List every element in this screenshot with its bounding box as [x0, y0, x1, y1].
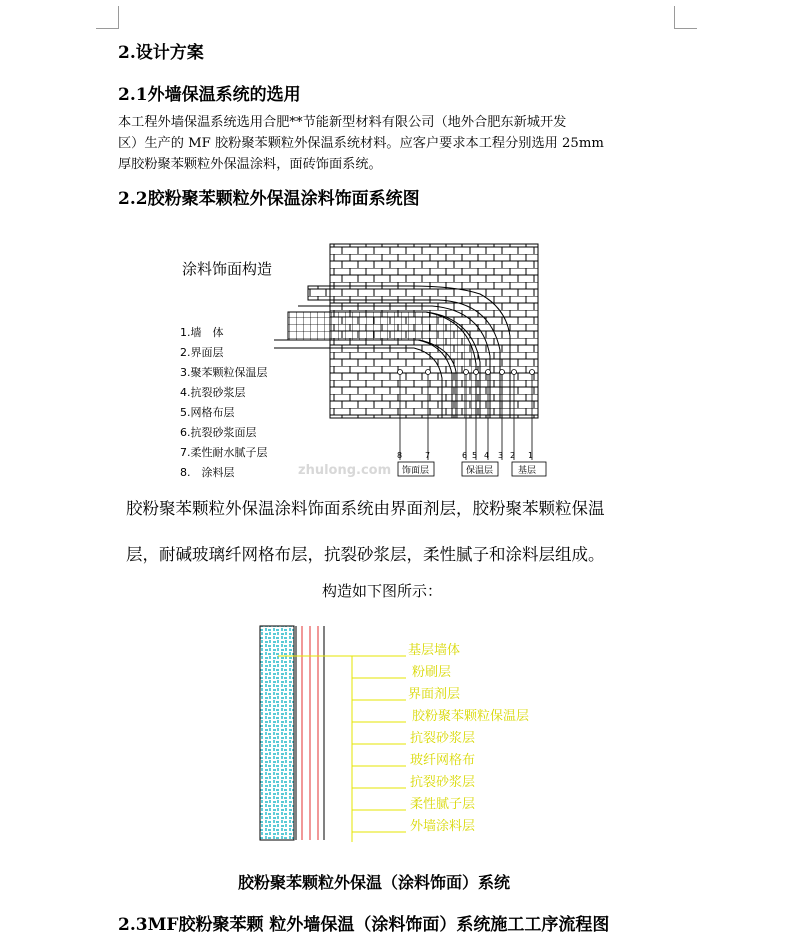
leader-ticks	[352, 656, 406, 832]
paragraph-line: 层，耐碱玻璃纤网格布层，抗裂砂浆层，柔性腻子和涂料层组成。	[126, 545, 605, 564]
subsection-heading: 2.1外墙保温系统的选用	[118, 85, 301, 105]
diagram-title: 涂料饰面构造	[182, 260, 273, 278]
paragraph-line: 本工程外墙保温系统选用合肥**节能新型材料有限公司（地外合肥东新城开发	[118, 115, 567, 130]
layer-label: 抗裂砂浆层	[410, 775, 476, 790]
diagram-legend	[180, 325, 268, 479]
legend-item: 6.抗裂砂浆面层	[180, 426, 257, 439]
layer-number: 2	[510, 451, 516, 460]
legend-item: 2.界面层	[180, 346, 224, 359]
group-label: 基层	[518, 466, 537, 476]
base-wall	[260, 626, 294, 840]
section-heading: 2.设计方案	[118, 43, 204, 63]
layer-label: 胶粉聚苯颗粒保温层	[412, 709, 530, 724]
paragraph-line: 胶粉聚苯颗粒外保温涂料饰面系统由界面剂层，胶粉聚苯颗粒保温	[126, 499, 605, 518]
subsection-heading: 2.3MF胶粉聚苯颗 粒外墙保温（涂料饰面）系统施工工序流程图	[118, 915, 610, 935]
paragraph-line: 区）生产的 MF 胶粉聚苯颗粒外保温系统材料。应客户要求本工程分别选用 25mm	[118, 136, 604, 151]
layer-labels	[408, 642, 529, 834]
layer-label: 外墙涂料层	[410, 819, 476, 834]
layer-edge	[274, 312, 288, 340]
layer-label: 抗裂砂浆层	[410, 731, 476, 746]
legend-item: 1.墙 体	[180, 326, 224, 339]
layer-structure-diagram	[252, 620, 552, 844]
layer-label: 粉刷层	[412, 665, 452, 680]
layer-numbers	[397, 451, 533, 460]
legend-item: 4.抗裂砂浆层	[180, 386, 246, 399]
legend-item: 5.网格布层	[180, 406, 235, 419]
paragraph	[118, 112, 678, 175]
subsection-heading: 2.2胶粉聚苯颗粒外保温涂料饰面系统图	[118, 189, 420, 209]
layer-label: 界面剂层	[408, 687, 461, 702]
layer-number: 5	[472, 451, 478, 460]
figure-caption: 胶粉聚苯颗粒外保温（涂料饰面）系统	[238, 873, 511, 892]
layer-number: 1	[528, 451, 534, 460]
legend-item: 7.柔性耐水腻子层	[180, 446, 268, 459]
watermark: zhulong.com	[298, 463, 392, 478]
layer-number: 6	[462, 451, 468, 460]
layer-number: 7	[425, 451, 431, 460]
figure-intro: 构造如下图所示：	[322, 582, 443, 600]
layer-label: 柔性腻子层	[410, 797, 476, 812]
page-corner-mark	[674, 6, 697, 29]
coating-structure-diagram	[170, 240, 560, 482]
paragraph	[126, 486, 686, 578]
group-label: 保温层	[466, 466, 494, 476]
paragraph-line: 厚胶粉聚苯颗粒外保温涂料，面砖饰面系统。	[118, 157, 382, 172]
layer-number: 4	[484, 451, 490, 460]
legend-item: 3.聚苯颗粒保温层	[180, 366, 268, 379]
page-corner-mark	[96, 6, 119, 29]
layer-number: 8	[397, 451, 403, 460]
layer-number: 3	[498, 451, 504, 460]
group-label: 饰面层	[402, 466, 430, 476]
legend-item: 8. 涂料层	[180, 466, 235, 479]
group-labels	[402, 464, 536, 476]
layer-label: 玻纤网格布	[410, 753, 476, 768]
layer-label: 基层墙体	[408, 643, 461, 658]
